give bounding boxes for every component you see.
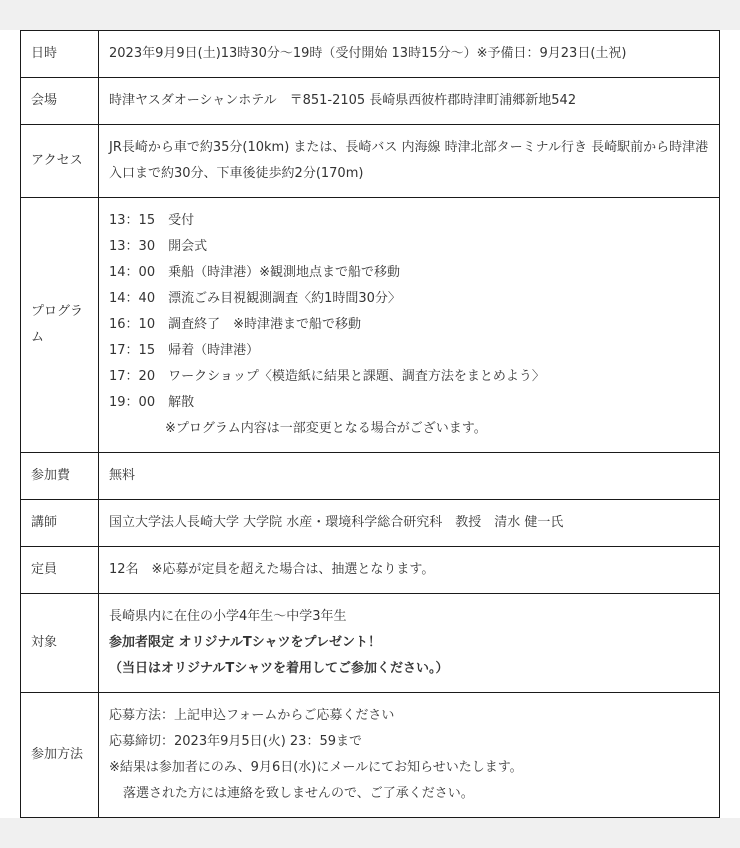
label-target: 対象	[21, 594, 99, 693]
program-item: 13：30 開会式	[109, 239, 208, 254]
row-fee	[21, 453, 720, 500]
row-capacity	[21, 547, 720, 594]
tshirt-notice: 参加者限定 オリジナルTシャツをプレゼント！	[109, 635, 381, 650]
value-date: 2023年9月9日(土)13時30分〜19時（受付開始 13時15分〜）※予備日：9月23日(土祝)	[99, 31, 720, 78]
page	[0, 30, 740, 818]
label-capacity: 定員	[21, 547, 99, 594]
program-item: 16：10 調査終了 ※時津港まで船で移動	[109, 317, 361, 332]
label-lecturer: 講師	[21, 500, 99, 547]
program-item: 14：00 乗船（時津港）※観測地点まで船で移動	[109, 265, 400, 280]
event-details-table	[20, 30, 720, 818]
program-item: 19：00 解散	[109, 395, 195, 410]
row-program	[21, 198, 720, 453]
label-date: 日時	[21, 31, 99, 78]
program-item: 17：15 帰着（時津港）	[109, 343, 260, 358]
program-item: 17：20 ワークショップ〈模造紙に結果と課題、調査方法をまとめよう〉	[109, 369, 545, 384]
program-item: 14：40 漂流ごみ目視観測調査〈約1時間30分〉	[109, 291, 401, 306]
value-target: 長崎県内に在住の小学4年生〜中学3年生 参加者限定 オリジナルTシャツをプレゼント！ （当日はオリジナルTシャツを着用してご参加ください。）	[99, 594, 720, 693]
value-program	[99, 198, 720, 453]
label-apply: 参加方法	[21, 693, 99, 818]
value-access: JR長崎から車で約35分(10km) または、長崎バス 内海線 時津北部ターミナル行き 長崎駅前から時津港入口まで約30分、下車後徒歩約2分(170m)	[99, 125, 720, 198]
value-apply: 応募方法：上記申込フォームからご応募ください 応募締切：2023年9月5日(火) 23：59まで ※結果は参加者にのみ、9月6日(水)にメールにてお知らせいたします。 落選された方には連絡を致しませんので、ご了承ください。	[99, 693, 720, 818]
row-date	[21, 31, 720, 78]
value-venue: 時津ヤスダオーシャンホテル 〒851-2105 長崎県西彼杵郡時津町浦郷新地542	[99, 78, 720, 125]
row-apply	[21, 693, 720, 818]
label-fee: 参加費	[21, 453, 99, 500]
row-venue	[21, 78, 720, 125]
label-program: プログラム	[21, 198, 99, 453]
tshirt-note: （当日はオリジナルTシャツを着用してご参加ください。）	[109, 661, 449, 676]
row-access	[21, 125, 720, 198]
program-note: ※プログラム内容は一部変更となる場合がございます。	[165, 421, 487, 436]
row-lecturer	[21, 500, 720, 547]
label-access: アクセス	[21, 125, 99, 198]
value-lecturer: 国立大学法人長崎大学 大学院 水産・環境科学総合研究科 教授 清水 健一氏	[99, 500, 720, 547]
program-item: 13：15 受付	[109, 213, 195, 228]
row-target	[21, 594, 720, 693]
label-venue: 会場	[21, 78, 99, 125]
value-fee: 無料	[99, 453, 720, 500]
value-capacity: 12名 ※応募が定員を超えた場合は、抽選となります。	[99, 547, 720, 594]
